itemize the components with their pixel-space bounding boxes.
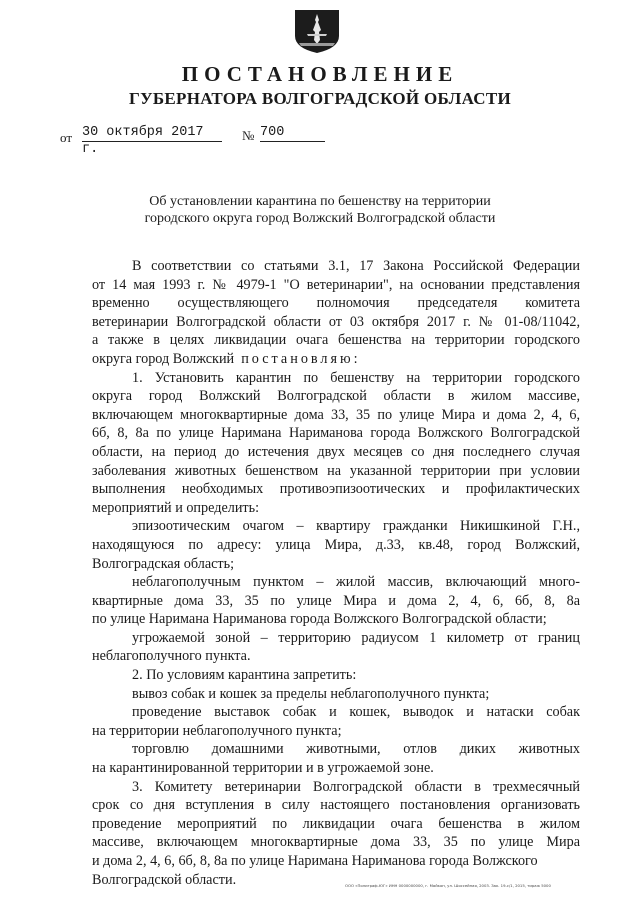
- document-date: 30 октября 2017 г.: [82, 124, 222, 142]
- subject-line: Об установлении карантина по бешенству на территории: [149, 194, 491, 209]
- number-sign-label: №: [242, 128, 255, 143]
- body-line: В соответствии со статьями 3.1, 17 Закона Российской Федерации: [132, 258, 580, 274]
- body-line: на территории неблагополучного пункта;: [92, 722, 342, 739]
- body-line: находящуюся по адресу: улица Мира, д.33, кв.48, город Волжский,: [92, 536, 580, 553]
- printer-imprint: ООО «Полиграф-ЮГ» ИНН 0000000000, г. Майкоп, ул. Шоссейная, 2003. Зак. 19-с/1, 2015, тираж 5000: [345, 883, 551, 888]
- date-prefix-label: от: [60, 130, 73, 145]
- dateline: [60, 124, 360, 157]
- body-line: ветеринарии Волгоградской области от 03 октября 2017 г. № 01-08/11042,: [92, 313, 580, 330]
- body-line: области, на период до истечения двух месяцев со дня последнего случая: [92, 443, 580, 460]
- coat-of-arms-icon: [293, 8, 341, 54]
- subject-line: городского округа город Волжский Волгоградской области: [144, 211, 496, 226]
- body-line: выполнения необходимых противоэпизоотических и профилактических: [92, 481, 580, 498]
- body-line: включающем многоквартирные дома 33, 35 по улице Мира и дома 2, 4, 6,: [92, 406, 580, 423]
- body-line: эпизоотическим очагом – квартиру гражданки Никишкиной Г.Н.,: [132, 518, 580, 535]
- body-line: массиве, включающем многоквартирные дома 33, 35 по улице Мира: [92, 834, 580, 851]
- body-line: от 14 мая 1993 г. № 4979-1 "О ветеринарии", на основании представления: [92, 276, 580, 293]
- body-line: 2. По условиям карантина запретить:: [132, 667, 357, 684]
- body-line: заболевания животных бешенством на указанной территории при условии: [92, 462, 580, 479]
- body-line: Волгоградской области.: [92, 871, 237, 888]
- body-line: на карантинированной территории и в угрожаемой зоне.: [92, 760, 434, 777]
- document-number: 700: [260, 124, 325, 142]
- decree-word: постановляю:: [241, 350, 361, 367]
- body-line: вывоз собак и кошек за пределы неблагополучного пункта;: [132, 685, 490, 702]
- body-line: мероприятий и определить:: [92, 499, 260, 516]
- body-line: квартирные дома 33, 35 по улице Мира и дома 2, 4, 6, 6б, 8, 8а: [92, 592, 580, 609]
- body-line: временно осуществляющего полномочия председателя комитета: [92, 295, 580, 312]
- document-title: ПОСТАНОВЛЕНИЕ: [181, 62, 459, 86]
- document-subject: [0, 193, 640, 227]
- body-line: проведение выставок собак и кошек, выводок и натаски собак: [132, 704, 580, 721]
- body-line: по улице Наримана Нариманова города Волжского Волгоградской области;: [92, 611, 547, 628]
- document-issuer: ГУБЕРНАТОРА ВОЛГОГРАДСКОЙ ОБЛАСТИ: [128, 89, 512, 108]
- body-line: торговлю домашними животными, отлов диких животных: [132, 741, 580, 758]
- body-line: неблагополучного пункта.: [92, 648, 251, 665]
- body-line: и дома 2, 4, 6, 6б, 8, 8а по улице Наримана Нариманова города Волжского: [92, 853, 538, 869]
- body-line: округа город Волжский Волгоградской области в жилом массиве,: [92, 388, 580, 405]
- body-line: угрожаемой зоной – территорию радиусом 1 километр от границ: [132, 629, 580, 646]
- body-line: 6б, 8, 8а по улице Наримана Нариманова города Волжского Волгоградской: [92, 425, 580, 442]
- body-line: 1. Установить карантин по бешенству на территории городского: [132, 369, 580, 386]
- body-line: а также в целях ликвидации очага бешенства на территории городского: [92, 332, 580, 349]
- body-line: [92, 350, 580, 369]
- body-text: округа город Волжский: [92, 350, 235, 367]
- body-line: неблагополучным пунктом – жилой массив, включающий много-: [132, 574, 580, 591]
- body-line: проведение мероприятий по ликвидации очага бешенства в жилом: [92, 815, 580, 832]
- body-line: Волгоградская область;: [92, 555, 235, 572]
- document-body: [92, 257, 580, 889]
- body-line: 3. Комитету ветеринарии Волгоградской области в трехмесячный: [132, 778, 580, 795]
- body-line: срок со дня вступления в силу настоящего постановления организовать: [92, 797, 580, 814]
